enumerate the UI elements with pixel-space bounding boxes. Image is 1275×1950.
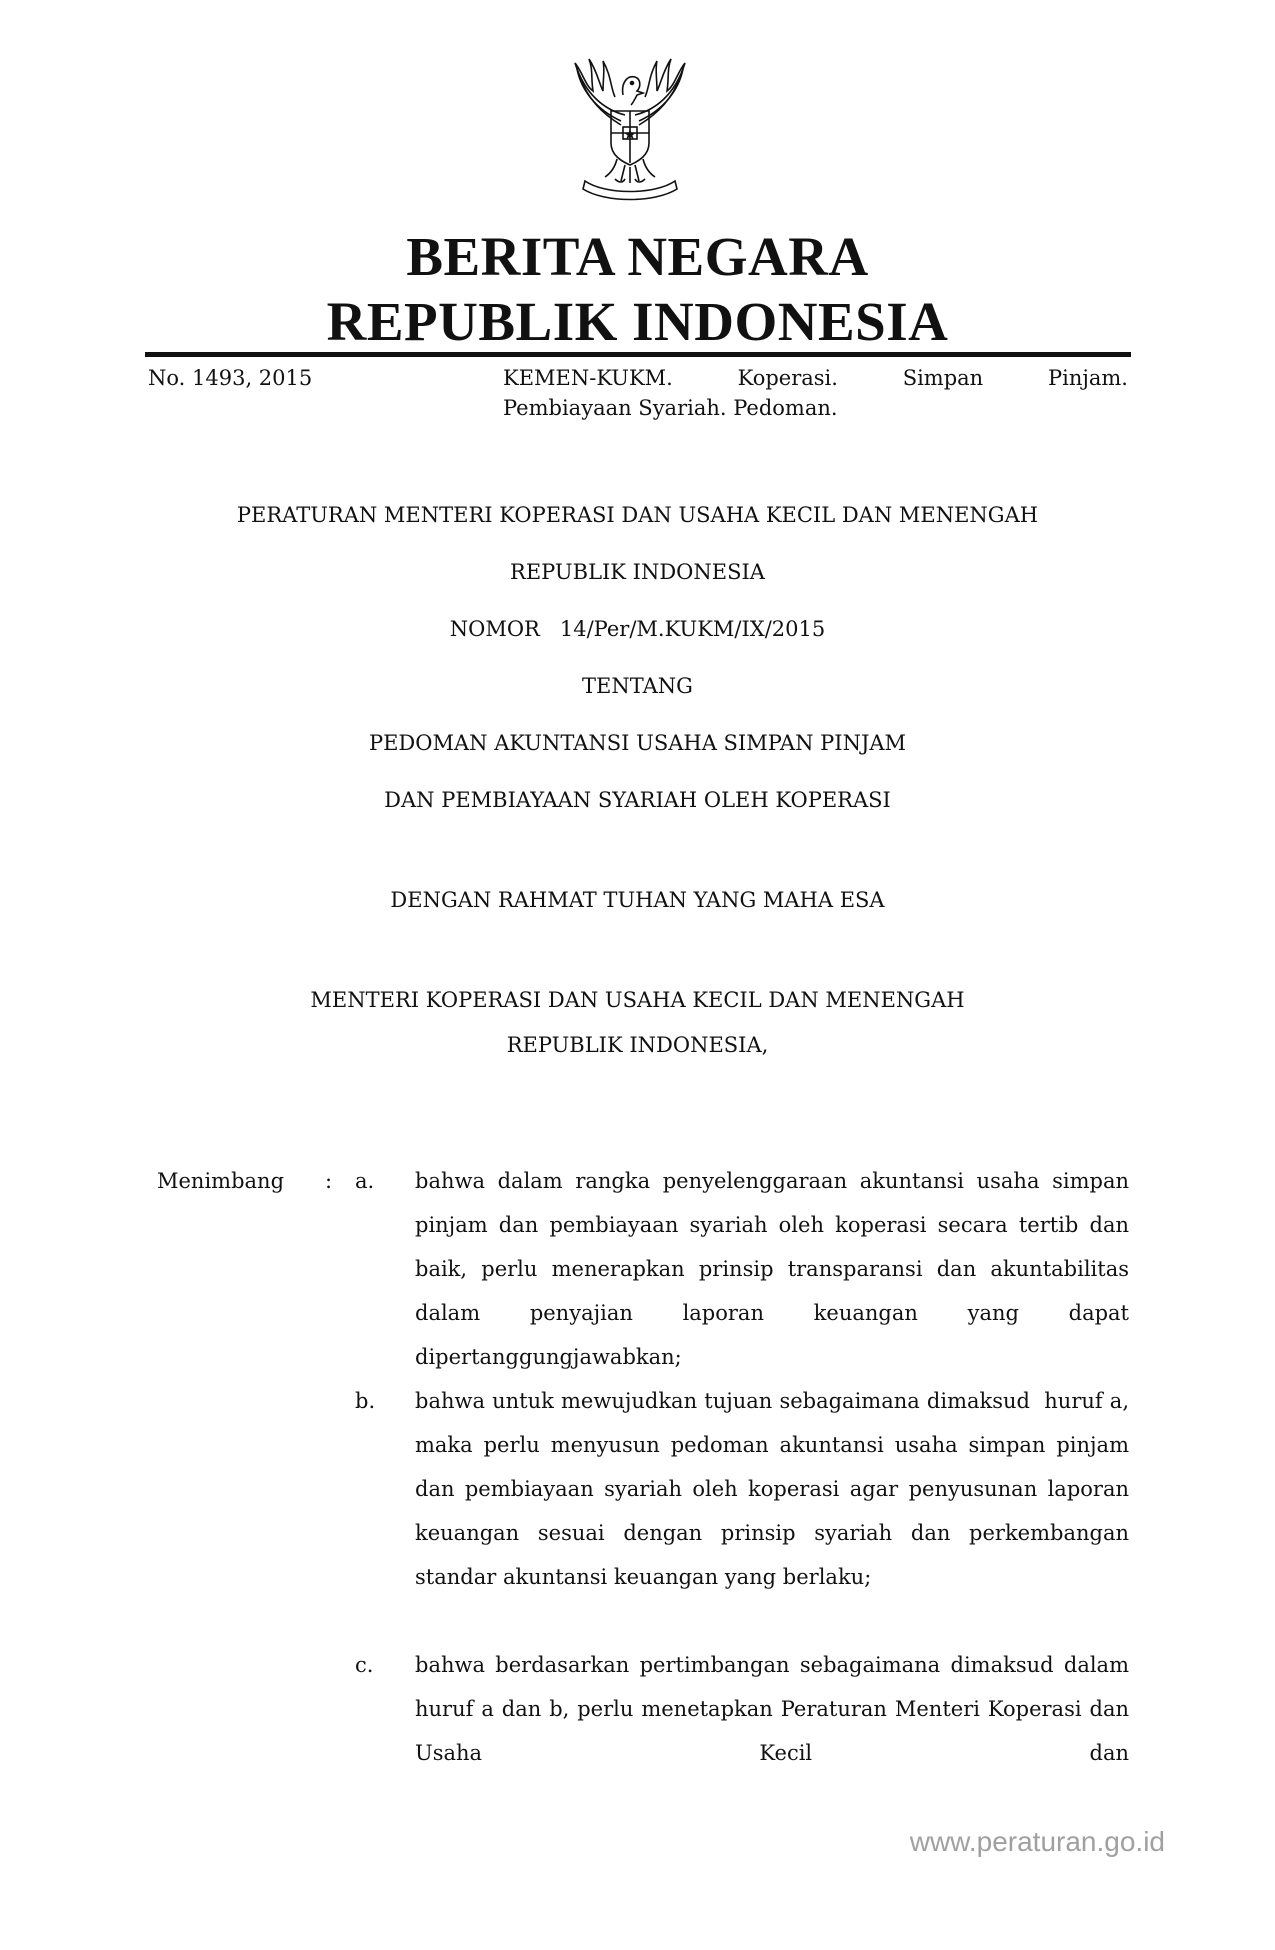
gazette-desc-word: Koperasi. [737,366,838,390]
gazette-desc-word: Pinjam. [1047,366,1128,390]
regulation-heading-line2: REPUBLIK INDONESIA [510,560,765,584]
gazette-desc-word: KEMEN-KUKM. [503,366,673,390]
masthead-title-line2: REPUBLIK INDONESIA [326,291,949,352]
considering-item-text: bahwa untuk mewujudkan tujuan sebagaimana dimaksud huruf a, maka perlu menyusun pedoman akuntansi usaha simpan pinjam dan pembiayaan syariah oleh koperasi agar penyusunan laporan keuangan sesuai dengan prinsip syariah dan perkembangan standar akuntansi keuangan yang berlaku; [415,1389,1136,1589]
considering-colon: : [325,1169,333,1193]
gazette-number: No. 1493, 2015 [148,366,313,390]
considering-item-letter: b. [355,1389,376,1413]
masthead-title-line1: BERITA NEGARA [406,226,869,287]
considering-item-text: bahwa dalam rangka penyelenggaraan akuntansi usaha simpan pinjam dan pembiayaan syariah oleh koperasi secara tertib dan baik, perlu menerapkan prinsip transparansi dan akuntabilitas dalam penyajian laporan keuangan yang dapat dipertanggungjawabkan; [415,1169,1129,1369]
regulation-number: NOMOR 14/Per/M.KUKM/IX/2015 [449,617,826,641]
regulation-blessing: DENGAN RAHMAT TUHAN YANG MAHA ESA [390,888,885,912]
source-watermark: www.peraturan.go.id [909,1826,1165,1857]
masthead-divider [145,352,1131,357]
minister-line1: MENTERI KOPERASI DAN USAHA KECIL DAN MENENGAH [310,988,965,1012]
regulation-heading-line1: PERATURAN MENTERI KOPERASI DAN USAHA KECIL DAN MENENGAH [236,503,1039,527]
gazette-desc-line2: Pembiayaan Syariah. Pedoman. [503,396,838,420]
gazette-desc-word: Simpan [902,366,984,390]
gazette-description [503,363,1128,423]
minister-line2: REPUBLIK INDONESIA, [506,1033,769,1057]
considering-item-letter: a. [355,1169,375,1193]
considering-item-text: bahwa berdasarkan pertimbangan sebagaimana dimaksud dalam huruf a dan b, perlu menetapkan Peraturan Menteri Koperasi dan Usaha Kecil dan [415,1653,1129,1765]
regulation-title-line2: DAN PEMBIAYAAN SYARIAH OLEH KOPERASI [384,788,891,812]
regulation-about: TENTANG [582,674,693,698]
garuda-pancasila-emblem-icon [555,55,705,205]
considering-item-letter: c. [355,1653,374,1677]
considering-label: Menimbang [157,1169,285,1193]
regulation-title-line1: PEDOMAN AKUNTANSI USAHA SIMPAN PINJAM [368,731,907,755]
